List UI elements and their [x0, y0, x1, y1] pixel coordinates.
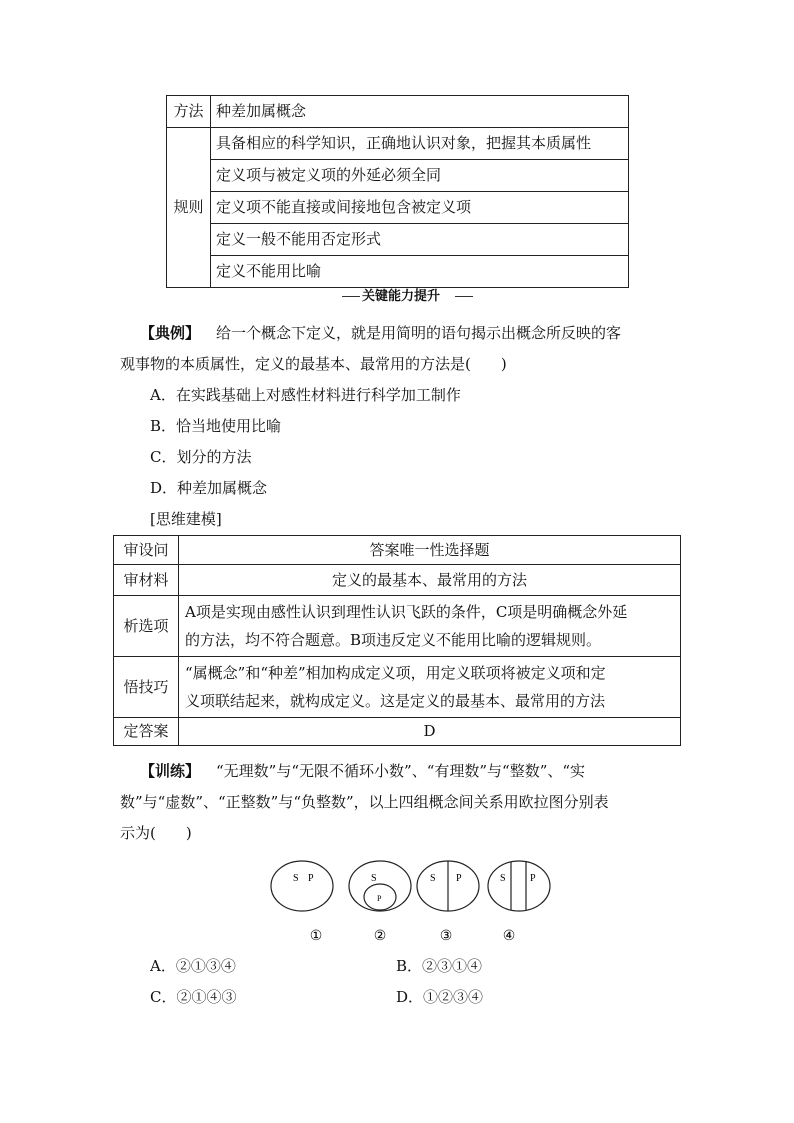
definition-method-table	[166, 95, 629, 288]
rule-item: 定义项不能直接或间接地包含被定义项	[211, 192, 629, 224]
table-row	[114, 718, 681, 746]
training-option-c: C．②①④③	[150, 988, 237, 1006]
rule-item: 定义项与被定义项的外延必须全同	[211, 160, 629, 192]
example-tag: 【典例】	[140, 324, 201, 342]
example-option-d: D．种差加属概念	[150, 479, 268, 497]
table-row	[167, 96, 629, 128]
thinking-model-table	[113, 535, 681, 746]
table-row	[167, 128, 629, 160]
table-row	[114, 565, 681, 596]
section-header	[342, 288, 473, 306]
example-option-a: A．在实践基础上对感性材料进行科学加工制作	[150, 386, 461, 404]
euler-s-label-2: S	[371, 873, 377, 884]
euler-number-2: ②	[373, 929, 387, 944]
row-content-line: A项是实现由感性认识到理性认识飞跃的条件，C项是明确概念外延	[185, 603, 628, 621]
training-question-3: 示为( )	[120, 824, 192, 842]
table-row	[114, 596, 681, 657]
example-line-1	[140, 323, 621, 343]
example-option-c: C．划分的方法	[150, 448, 252, 466]
row-content	[179, 657, 681, 718]
row-label: 审材料	[114, 565, 179, 596]
method-value: 种差加属概念	[211, 96, 629, 128]
euler-p-label-2: P	[377, 894, 382, 903]
rules-label: 规则	[167, 128, 211, 288]
table-row	[114, 536, 681, 565]
euler-circle-1	[271, 861, 333, 911]
training-option-a: A．②①③④	[150, 957, 236, 975]
training-option-b: B．②③①④	[396, 957, 483, 975]
training-option-d: D．①②③④	[396, 988, 484, 1006]
row-content-line: “属概念”和“种差”相加构成定义项，用定义联项将被定义项和定	[185, 664, 606, 682]
training-tag: 【训练】	[140, 762, 201, 780]
row-label: 悟技巧	[114, 657, 179, 718]
row-content: 定义的最基本、最常用的方法	[179, 565, 681, 596]
euler-s-label-1: S	[293, 873, 299, 884]
rule-item: 具备相应的科学知识，正确地认识对象，把握其本质属性	[211, 128, 629, 160]
training-question-1: “无理数”与“无限不循环小数”、“有理数”与“整数”、“实	[216, 762, 586, 780]
table-row	[114, 657, 681, 718]
training-question-2: 数”与“虚数”、“正整数”与“负整数”，以上四组概念间关系用欧拉图分别表	[120, 793, 609, 811]
row-label: 析选项	[114, 596, 179, 657]
euler-s-label-4: S	[500, 873, 506, 884]
header-rule-left	[342, 296, 360, 297]
row-content-line: 的方法，均不符合题意。B项违反定义不能用比喻的逻辑规则。	[185, 631, 602, 649]
thinking-label: [思维建模]	[150, 510, 222, 528]
row-content	[179, 596, 681, 657]
euler-diagrams	[260, 850, 560, 950]
euler-number-1: ①	[309, 929, 323, 944]
euler-p-label-4: P	[530, 873, 536, 884]
euler-number-3: ③	[439, 929, 453, 944]
euler-p-label-1: P	[308, 873, 314, 884]
rule-item: 定义一般不能用否定形式	[211, 224, 629, 256]
row-content: D	[179, 718, 681, 746]
table-row	[167, 224, 629, 256]
row-label: 审设问	[114, 536, 179, 565]
example-option-b: B．恰当地使用比喻	[150, 417, 282, 435]
section-header-text: 关键能力提升	[362, 289, 441, 304]
euler-p-label-3: P	[456, 873, 462, 884]
row-content: 答案唯一性选择题	[179, 536, 681, 565]
euler-circle-2-outer	[349, 861, 411, 911]
table-row	[167, 160, 629, 192]
training-line-1	[140, 761, 585, 781]
euler-circle-4	[488, 861, 550, 911]
example-question-2: 观事物的本质属性，定义的最基本、最常用的方法是( )	[120, 355, 507, 373]
example-question-1: 给一个概念下定义，就是用简明的语句揭示出概念所反映的客	[216, 324, 622, 342]
row-label: 定答案	[114, 718, 179, 746]
table-row	[167, 256, 629, 288]
table-row	[167, 192, 629, 224]
method-label: 方法	[167, 96, 211, 128]
euler-number-4: ④	[502, 929, 516, 944]
row-content-line: 义项联结起来，就构成定义。这是定义的最基本、最常用的方法	[185, 692, 606, 710]
header-rule-right	[455, 296, 473, 297]
euler-s-label-3: S	[430, 873, 436, 884]
rule-item: 定义不能用比喻	[211, 256, 629, 288]
